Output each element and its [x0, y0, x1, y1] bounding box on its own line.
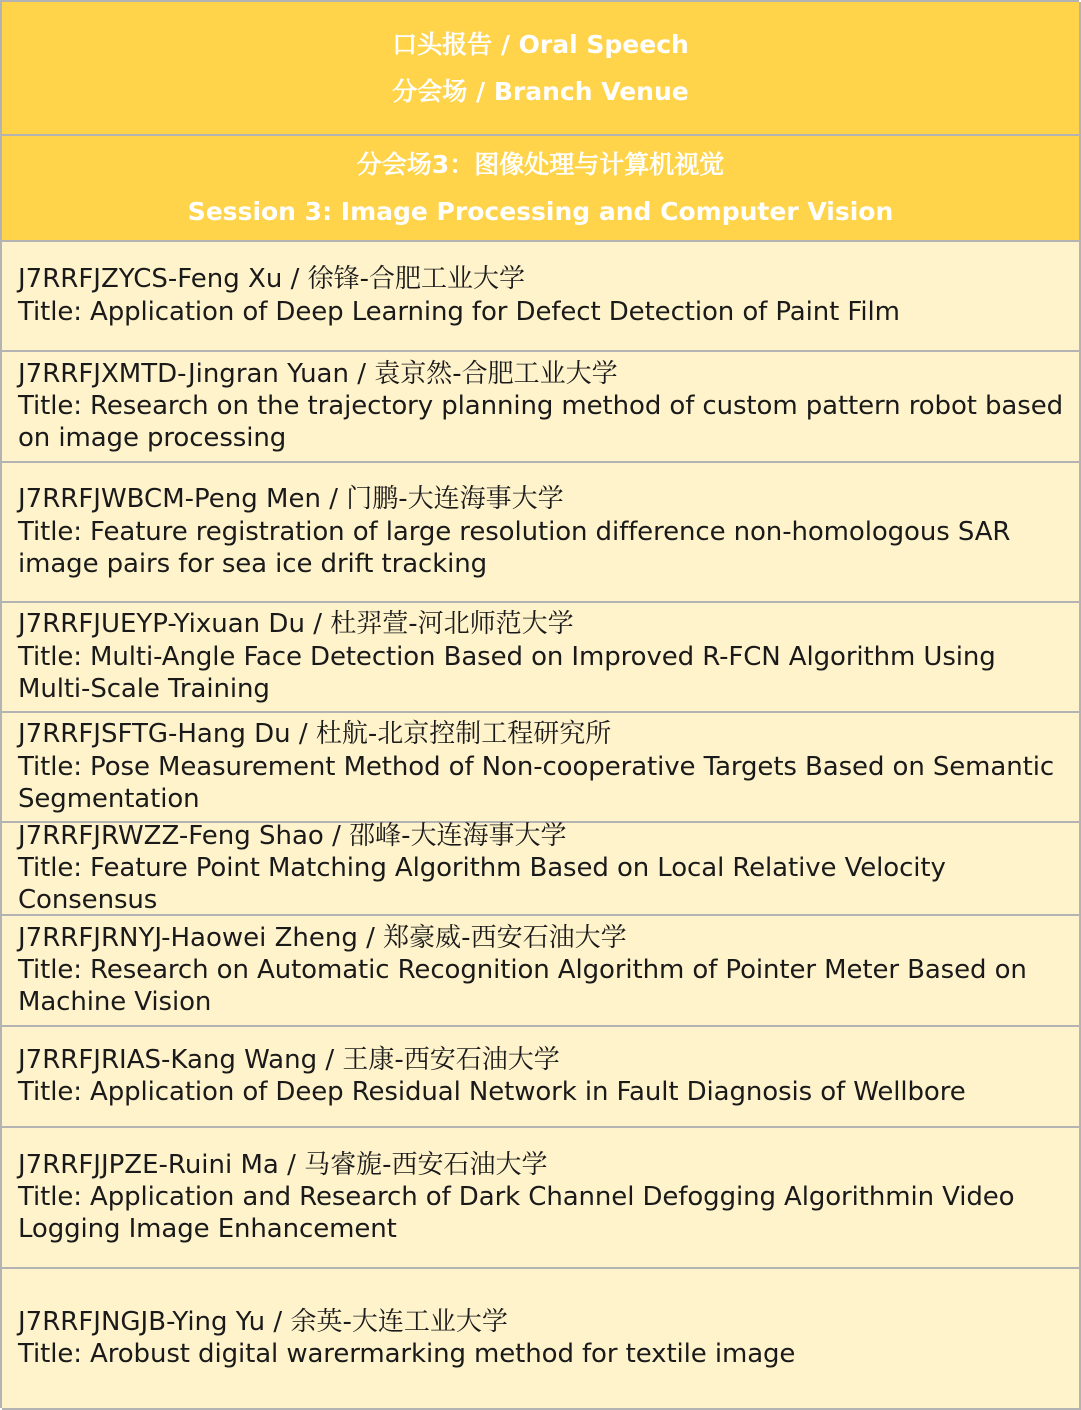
- paper-row: [2, 463, 1081, 603]
- session-title-en: Session 3: Image Processing and Computer Vision: [187, 197, 894, 226]
- oral-speech-header: [2, 2, 1081, 136]
- paper-id-author: J7RRFJRNYJ-Haowei Zheng / 郑豪威-西安石油大学: [18, 922, 627, 953]
- paper-title: Title: Arobust digital warermarking method for textile image: [18, 1339, 796, 1370]
- paper-id-author: J7RRFJUEYP-Yixuan Du / 杜羿萱-河北师范大学: [18, 609, 574, 640]
- paper-title: Title: Research on the trajectory planning method of custom pattern robot based on image processing: [18, 391, 1063, 454]
- paper-title: Title: Feature Point Matching Algorithm Based on Local Relative Velocity Consensus: [18, 853, 946, 916]
- paper-row: [2, 603, 1081, 713]
- paper-row: [2, 1269, 1081, 1410]
- paper-id-author: J7RRFJSFTG-Hang Du / 杜航-北京控制工程研究所: [18, 719, 612, 750]
- session-header: [2, 136, 1081, 242]
- paper-id-author: J7RRFJNGJB-Ying Yu / 余英-大连工业大学: [18, 1306, 508, 1337]
- paper-title: Title: Research on Automatic Recognition Algorithm of Pointer Meter Based on Machine Vision: [18, 955, 1027, 1018]
- paper-title: Title: Feature registration of large resolution difference non-homologous SAR image pairs for sea ice drift tracking: [18, 516, 1011, 579]
- paper-id-author: J7RRFJRIAS-Kang Wang / 王康-西安石油大学: [18, 1044, 560, 1075]
- header-subtitle: 分会场 / Branch Venue: [392, 77, 689, 106]
- paper-id-author: J7RRFJZYCS-Feng Xu / 徐锋-合肥工业大学: [18, 264, 526, 295]
- session-title-cn: 分会场3：图像处理与计算机视觉: [356, 150, 725, 179]
- paper-title: Title: Application of Deep Learning for Defect Detection of Paint Film: [18, 296, 900, 327]
- paper-id-author: J7RRFJRWZZ-Feng Shao / 邵峰-大连海事大学: [18, 820, 567, 851]
- paper-id-author: J7RRFJXMTD-Jingran Yuan / 袁京然-合肥工业大学: [18, 358, 618, 389]
- paper-title: Title: Application and Research of Dark Channel Defogging Algorithmin Video Logging Image Enhancement: [18, 1182, 1015, 1245]
- header-title: 口头报告 / Oral Speech: [392, 30, 689, 59]
- paper-row: [2, 916, 1081, 1027]
- paper-id-author: J7RRFJJPZE-Ruini Ma / 马睿旎-西安石油大学: [18, 1149, 548, 1180]
- paper-row: [2, 1128, 1081, 1269]
- paper-row: [2, 352, 1081, 463]
- paper-title: Title: Application of Deep Residual Network in Fault Diagnosis of Wellbore: [18, 1077, 966, 1108]
- paper-row: [2, 713, 1081, 823]
- paper-title: Title: Multi-Angle Face Detection Based on Improved R-FCN Algorithm Using Multi-Scale Training: [18, 641, 996, 704]
- paper-row: [2, 820, 1081, 916]
- paper-id-author: J7RRFJWBCM-Peng Men / 门鹏-大连海事大学: [18, 484, 564, 515]
- paper-title: Title: Pose Measurement Method of Non-cooperative Targets Based on Semantic Segmentation: [18, 751, 1055, 814]
- paper-row: [2, 1027, 1081, 1128]
- paper-row: [2, 242, 1081, 352]
